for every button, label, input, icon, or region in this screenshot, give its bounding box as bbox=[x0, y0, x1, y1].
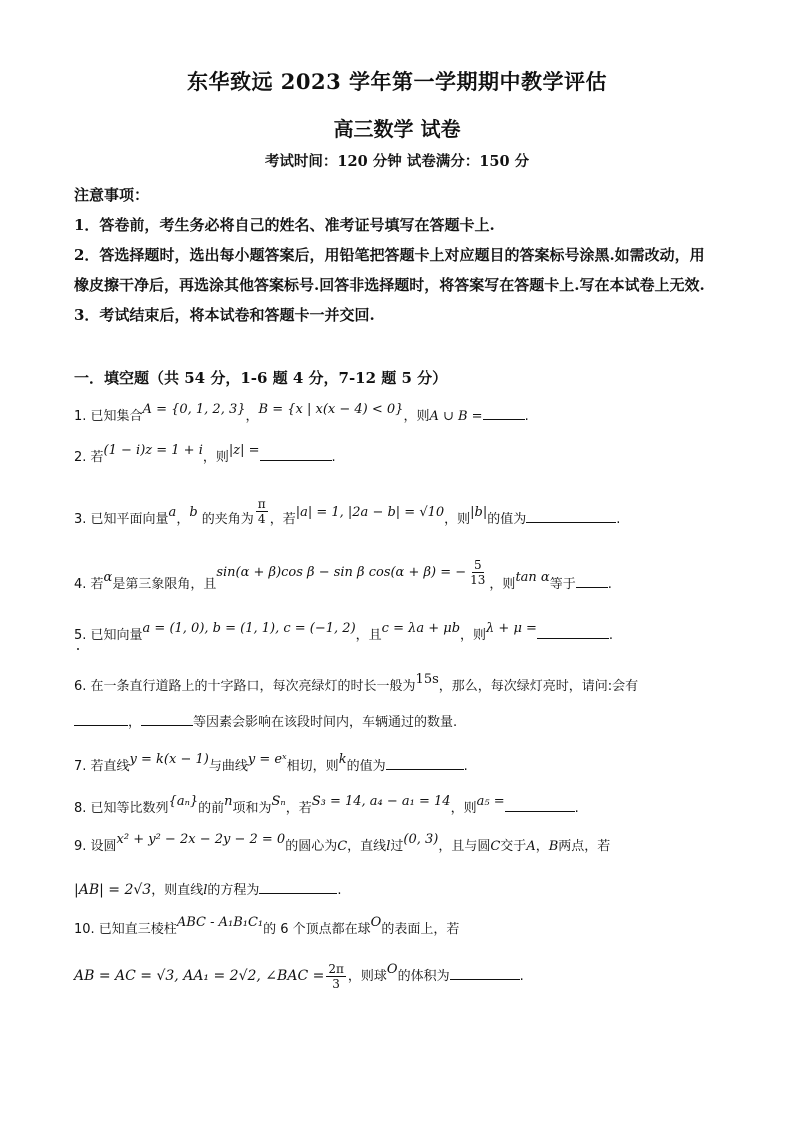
q3-norm-b: |b| bbox=[470, 505, 488, 520]
q4-tan-alpha: tan α bbox=[515, 570, 550, 585]
question-10-line-2 bbox=[74, 962, 724, 991]
q9-comma: ， bbox=[535, 839, 549, 854]
q7-text-value: 的值为 bbox=[346, 759, 386, 774]
q3-text-then: ，则 bbox=[444, 512, 471, 527]
question-7 bbox=[74, 752, 724, 777]
q8-sequence: {aₙ} bbox=[168, 794, 199, 809]
q3-condition: |a| = 1, |2a − b| = √10 bbox=[295, 505, 445, 520]
q7-answer-blank[interactable] bbox=[386, 755, 464, 770]
q9-period: . bbox=[337, 883, 342, 898]
q10-sphere-o-2: O bbox=[386, 962, 398, 977]
q4-fraction bbox=[468, 558, 487, 587]
q5-answer-blank[interactable] bbox=[537, 624, 609, 639]
q3-angle-fraction bbox=[256, 497, 268, 526]
q4-period: . bbox=[607, 577, 612, 592]
q9-l: l bbox=[386, 839, 391, 854]
q6-text-line1: 6. 在一条直行道路上的十字路口，每次亮绿灯的时长一般为 bbox=[74, 679, 416, 694]
q3-frac-numerator: π bbox=[257, 497, 266, 511]
q9-text-equation: 的方程为 bbox=[207, 883, 260, 898]
q5-text: 5. 已知向量 bbox=[74, 628, 143, 643]
q2-equation: (1 − i)z = 1 + i bbox=[103, 443, 203, 458]
q3-period: . bbox=[616, 512, 621, 527]
q6-text-line1-end: ，那么，每次绿灯亮时，请问:会有 bbox=[438, 679, 639, 694]
q1-text-then: ，则 bbox=[403, 409, 430, 424]
q6-text-line2: 等因素会影响在该段时间内，车辆通过的数量. bbox=[193, 715, 458, 730]
q9-l-2: l bbox=[203, 883, 208, 898]
q8-period: . bbox=[574, 801, 579, 816]
q8-text-if: ，若 bbox=[285, 801, 312, 816]
q9-text-intersect: 交于 bbox=[500, 839, 527, 854]
q5-period: . bbox=[608, 628, 614, 643]
q9-c-2: C bbox=[490, 839, 501, 854]
q10-frac-denominator: 3 bbox=[332, 977, 340, 991]
q7-line: y = k(x − 1) bbox=[129, 752, 209, 767]
notice-section bbox=[74, 180, 714, 330]
q1-comma: ， bbox=[245, 409, 259, 424]
q1-text: 1. 已知集合 bbox=[74, 409, 143, 424]
q3-text-value: 的值为 bbox=[487, 512, 527, 527]
q4-text: 4. 若 bbox=[74, 577, 104, 592]
q9-point: (0, 3) bbox=[403, 832, 439, 847]
q9-circle: x² + y² − 2x − 2y − 2 = 0 bbox=[116, 832, 286, 847]
q10-text-then: ，则球 bbox=[347, 969, 387, 984]
q7-text: 7. 若直线 bbox=[74, 759, 130, 774]
q9-text-then-line: ，则直线 bbox=[151, 883, 204, 898]
q3-vector-b: b bbox=[189, 505, 198, 520]
stray-dot bbox=[77, 648, 79, 650]
q2-answer-blank[interactable] bbox=[260, 446, 332, 461]
exam-title: 东华致远 2023 学年第一学期期中教学评估 bbox=[186, 69, 608, 94]
question-10 bbox=[74, 915, 724, 940]
q3-text: 3. 已知平面向量 bbox=[74, 512, 169, 527]
q2-period: . bbox=[331, 450, 336, 465]
q9-b: B bbox=[548, 839, 559, 854]
q5-text-then: ，则 bbox=[460, 628, 487, 643]
q1-period: . bbox=[524, 409, 529, 424]
q4-answer-blank[interactable] bbox=[576, 573, 608, 588]
q10-frac-numerator: 2π bbox=[328, 962, 344, 976]
notice-item-2: 2．答选择题时，选出每小题答案后，用铅笔把答题卡上对应题目的答案标号涂黑.如需改动，用橡皮擦干净后，再选涂其他答案标号.回答非选择题时，将答案写在答题卡上.写在本试卷上无效. bbox=[74, 246, 705, 294]
q3-frac-denominator: 4 bbox=[257, 512, 266, 526]
question-6 bbox=[74, 672, 724, 697]
q4-frac-denominator: 13 bbox=[470, 573, 486, 587]
question-6-line-2 bbox=[74, 711, 724, 733]
question-5 bbox=[74, 621, 724, 646]
q9-text-through: 过 bbox=[390, 839, 404, 854]
q3-text-angle: 的夹角为 bbox=[197, 512, 254, 527]
q9-answer-blank[interactable] bbox=[259, 879, 337, 894]
q10-text: 10. 已知直三棱柱 bbox=[74, 922, 177, 937]
exam-time-score: 考试时间：120 分钟 试卷满分：150 分 bbox=[264, 153, 530, 170]
q10-sphere-o: O bbox=[370, 915, 382, 930]
q6-answer-blank-1[interactable] bbox=[74, 711, 128, 726]
q1-set-b: B = {x | x(x − 4) < 0} bbox=[258, 402, 404, 417]
q9-text-center: 的圆心为 bbox=[285, 839, 338, 854]
q3-text-if: ，若 bbox=[269, 512, 296, 527]
section-heading: 一．填空题（共 54 分，1-6 题 4 分，7-12 题 5 分） bbox=[74, 369, 448, 387]
q8-answer-blank[interactable] bbox=[505, 797, 575, 812]
question-9-line-2 bbox=[74, 879, 724, 901]
q9-text: 9. 设圆 bbox=[74, 839, 117, 854]
q8-a5: a₅ = bbox=[476, 794, 505, 809]
q1-union: A ∪ B = bbox=[429, 409, 483, 424]
q3-comma: ， bbox=[176, 512, 190, 527]
q8-text: 8. 已知等比数列 bbox=[74, 801, 169, 816]
question-3 bbox=[74, 497, 724, 534]
q10-text-vertices: 的 6 个顶点都在球 bbox=[263, 922, 371, 937]
notice-heading: 注意事项： bbox=[74, 186, 150, 204]
q3-vector-a: a bbox=[168, 505, 177, 520]
q8-text-sum: 项和为 bbox=[232, 801, 272, 816]
q9-a: A bbox=[526, 839, 536, 854]
q8-text-then: ，则 bbox=[450, 801, 477, 816]
exam-subtitle: 高三数学 试卷 bbox=[333, 117, 461, 141]
q9-chord: |AB| = 2√3 bbox=[74, 882, 152, 898]
q1-answer-blank[interactable] bbox=[483, 405, 525, 420]
question-2 bbox=[74, 443, 724, 468]
q2-text: 2. 若 bbox=[74, 450, 104, 465]
q9-text-points: 两点，若 bbox=[558, 839, 611, 854]
q10-period: . bbox=[519, 969, 524, 984]
q4-text-quadrant: 是第三象限角，且 bbox=[112, 577, 217, 592]
notice-item-1: 1．答卷前，考生务必将自己的姓名、准考证号填写在答题卡上. bbox=[74, 216, 495, 234]
q4-equation: sin(α + β)cos β − sin β cos(α + β) = − bbox=[216, 565, 467, 580]
q2-text-then: ，则 bbox=[202, 450, 229, 465]
question-4 bbox=[74, 558, 724, 599]
q4-text-then: ，则 bbox=[489, 577, 516, 592]
q8-text-first: 的前 bbox=[198, 801, 225, 816]
q7-text-curve: 与曲线 bbox=[208, 759, 248, 774]
q6-comma: ， bbox=[128, 715, 142, 730]
q5-lambda-mu: λ + μ = bbox=[486, 621, 537, 636]
q7-curve: y = eˣ bbox=[247, 752, 287, 767]
q10-answer-blank[interactable] bbox=[450, 965, 520, 980]
q5-combination: c = λa + μb bbox=[381, 621, 461, 636]
q10-conditions: AB = AC = √3, AA₁ = 2√2, ∠BAC = bbox=[74, 968, 325, 984]
q10-text-volume: 的体积为 bbox=[397, 969, 450, 984]
q3-answer-blank[interactable] bbox=[526, 508, 616, 523]
question-9 bbox=[74, 832, 724, 857]
q7-k: k bbox=[338, 752, 347, 767]
q6-duration: 15s bbox=[415, 672, 439, 687]
q1-set-a: A = {0, 1, 2, 3} bbox=[142, 402, 246, 417]
q8-n: n bbox=[224, 794, 233, 809]
q4-text-equals: 等于 bbox=[549, 577, 576, 592]
q10-text-surface: 的表面上，若 bbox=[381, 922, 460, 937]
q4-alpha: α bbox=[103, 570, 113, 585]
q8-sn: Sₙ bbox=[271, 794, 286, 809]
q6-answer-blank-2[interactable] bbox=[141, 711, 193, 726]
q9-text-line: ，直线 bbox=[347, 839, 387, 854]
q5-vectors: a = (1, 0), b = (1, 1), c = (−1, 2) bbox=[142, 621, 356, 636]
q5-text-and: ，且 bbox=[355, 628, 382, 643]
question-1 bbox=[74, 402, 724, 427]
question-8 bbox=[74, 794, 724, 819]
notice-item-3: 3．考试结束后，将本试卷和答题卡一并交回. bbox=[74, 306, 375, 324]
q10-angle-fraction bbox=[326, 962, 346, 991]
q7-text-tangent: 相切，则 bbox=[286, 759, 339, 774]
q9-text-and-circle: ，且与圆 bbox=[438, 839, 491, 854]
q4-frac-numerator: 5 bbox=[473, 558, 482, 572]
q9-c: C bbox=[337, 839, 348, 854]
q10-prism: ABC - A₁B₁C₁ bbox=[176, 915, 264, 930]
q2-modulus: |z| = bbox=[228, 443, 260, 458]
q8-condition: S₃ = 14, a₄ − a₁ = 14 bbox=[311, 794, 451, 809]
q7-period: . bbox=[463, 759, 468, 774]
